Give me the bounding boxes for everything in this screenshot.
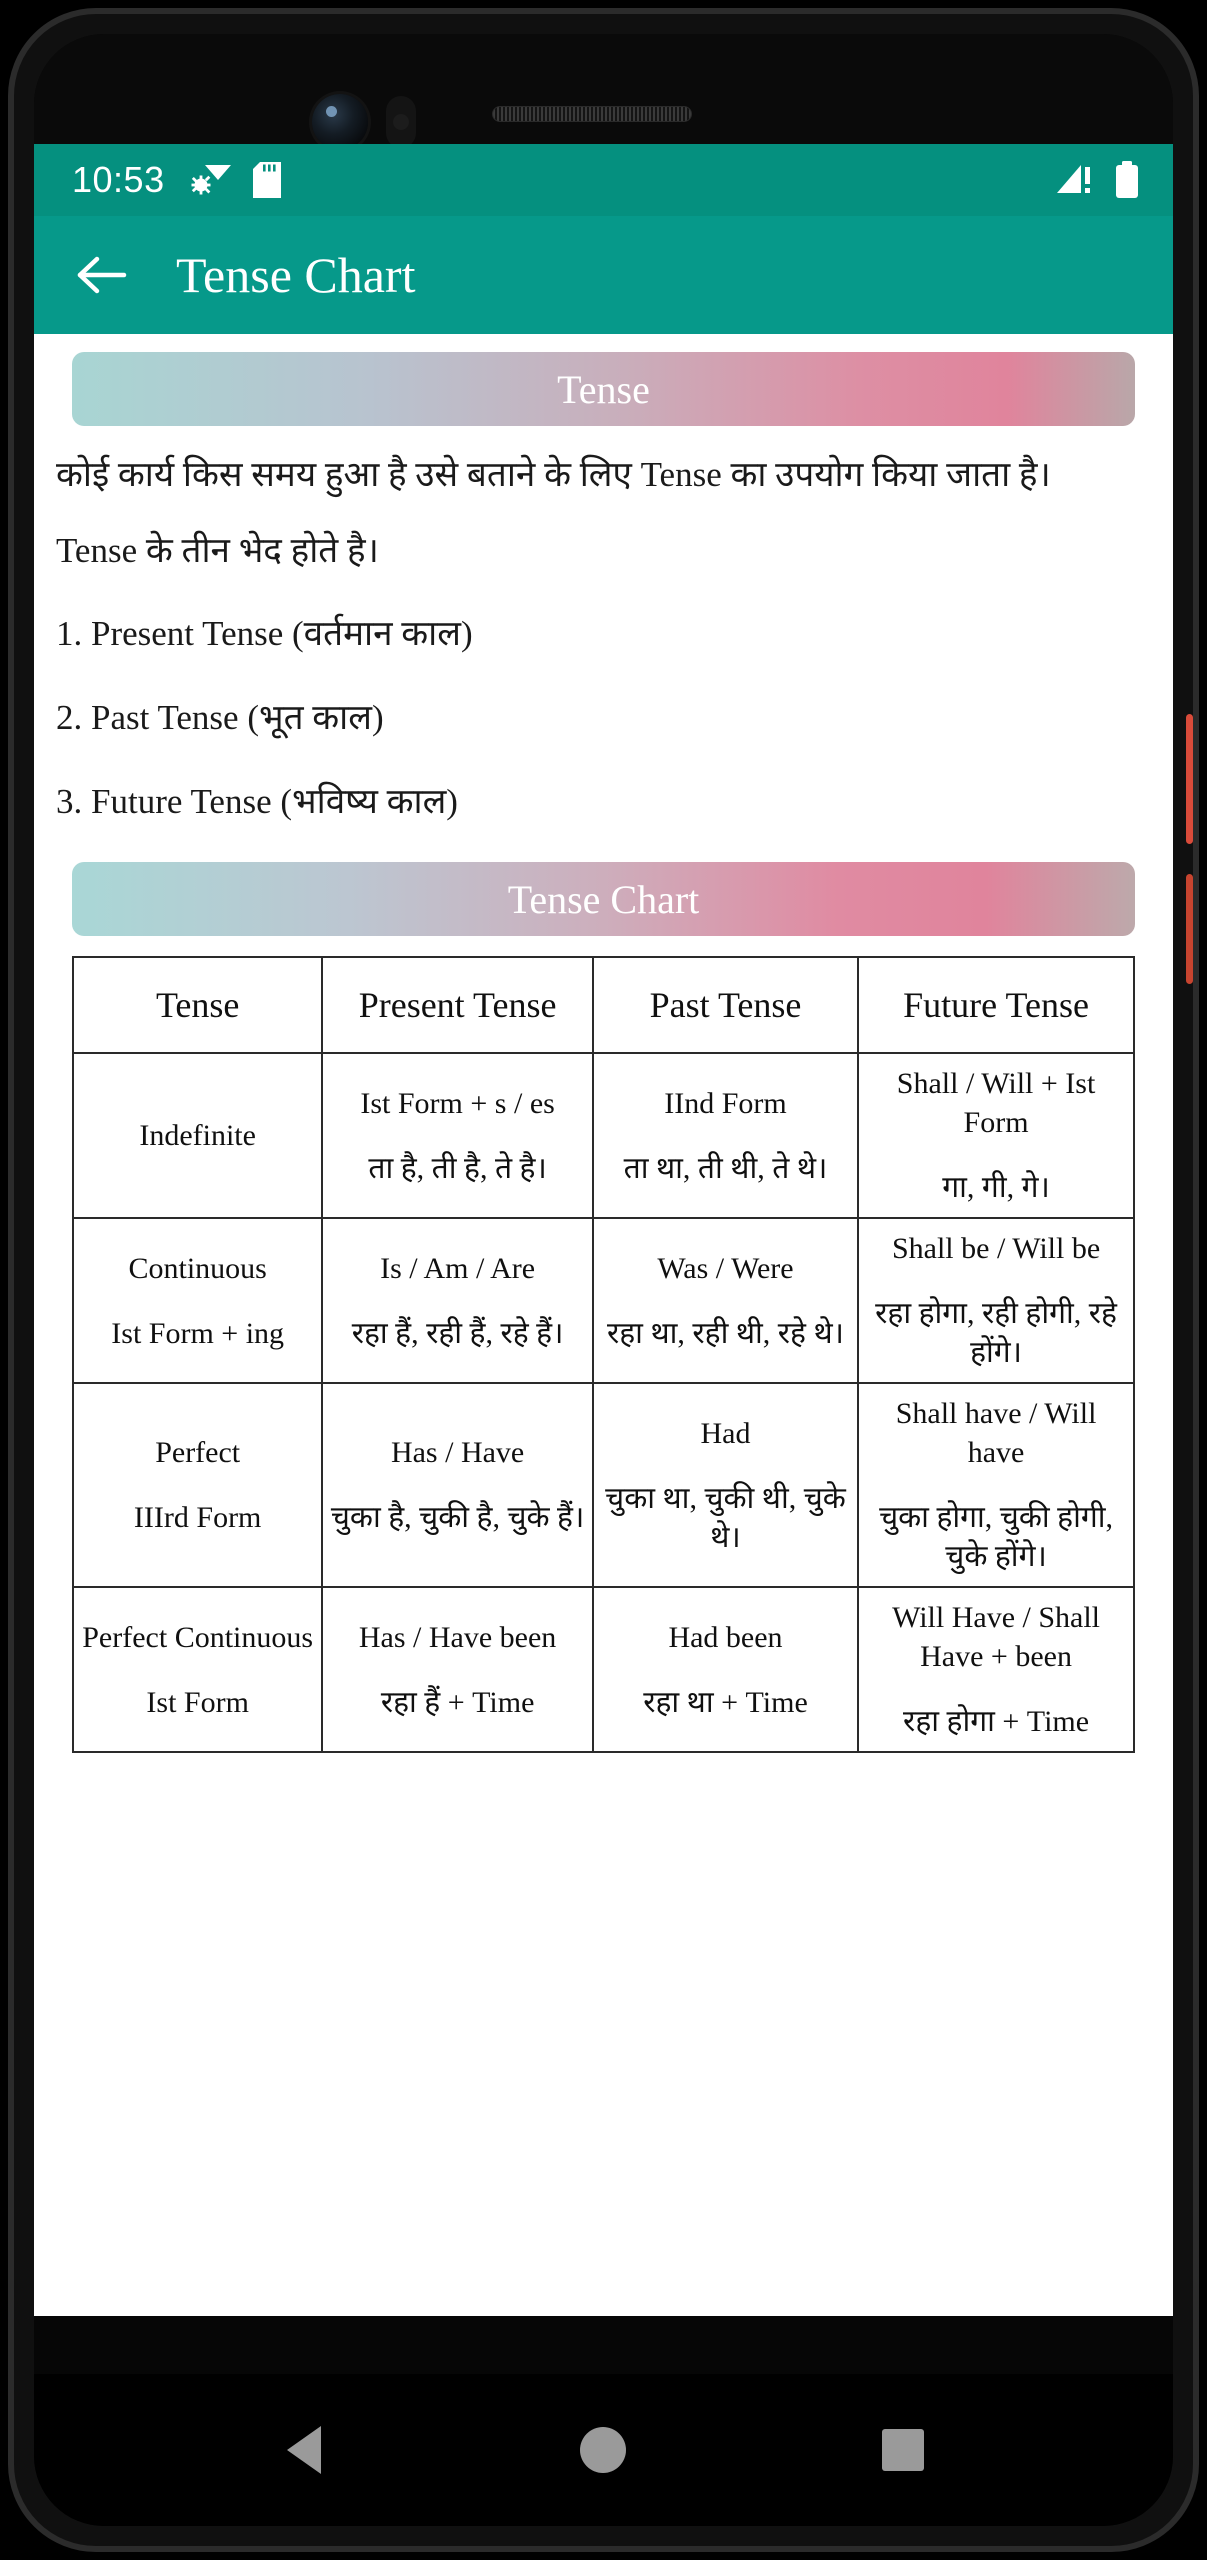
tense-sub: Ist Form + ing xyxy=(111,1316,285,1350)
present-en: Has / Have xyxy=(390,1436,525,1470)
intro-paragraph: कोई कार्य किस समय हुआ है उसे बताने के लिए Tense का उपयोग किया जाता है। xyxy=(56,455,1051,494)
header-future-tense: Future Tense xyxy=(858,957,1134,1053)
cell-future xyxy=(858,1383,1134,1587)
back-arrow-icon[interactable] xyxy=(76,249,128,301)
header-past-tense: Past Tense xyxy=(593,957,858,1053)
tense-type-3: 3. Future Tense (भविष्य काल) xyxy=(56,781,458,821)
header-present-tense: Present Tense xyxy=(322,957,593,1053)
phone-frame xyxy=(8,8,1199,2552)
signal-warning-icon xyxy=(1055,163,1095,197)
present-en: Is / Am / Are xyxy=(380,1251,536,1285)
tense-sub: IIIrd Form xyxy=(133,1501,262,1535)
banner-tense: Tense xyxy=(72,352,1135,426)
table-header-row xyxy=(73,957,1134,1053)
cell-present xyxy=(322,1383,593,1587)
nav-back-icon[interactable] xyxy=(273,2419,335,2481)
tense-type-2: 2. Past Tense (भूत काल) xyxy=(56,698,384,738)
cell-tense-name xyxy=(73,1053,322,1218)
cell-tense-name xyxy=(73,1383,322,1587)
nav-recents-icon[interactable] xyxy=(872,2419,934,2481)
table-row xyxy=(73,1218,1134,1383)
future-hi: गा, गी, गे। xyxy=(942,1171,1050,1205)
cell-past xyxy=(593,1053,858,1218)
battery-full-icon xyxy=(1115,161,1139,199)
cell-present xyxy=(322,1218,593,1383)
status-time: 10:53 xyxy=(72,159,165,200)
future-en: Shall have / Will have xyxy=(895,1397,1097,1470)
future-hi: रहा होगा, रही होगी, रहे होंगे। xyxy=(875,1297,1117,1370)
table-row xyxy=(73,1383,1134,1587)
future-hi: चुका होगा, चुकी होगी, चुके होंगे। xyxy=(879,1501,1114,1574)
cell-present xyxy=(322,1587,593,1752)
past-en: IInd Form xyxy=(664,1086,787,1120)
past-hi: रहा था + Time xyxy=(643,1685,808,1719)
phone-top-hardware xyxy=(34,34,1173,144)
cell-tense-name xyxy=(73,1218,322,1383)
android-nav-bar xyxy=(34,2374,1173,2526)
present-hi: रहा हैं, रही हैं, रहे हैं। xyxy=(351,1316,564,1350)
cell-past xyxy=(593,1218,858,1383)
tense-name: Perfect xyxy=(155,1436,241,1470)
cell-future xyxy=(858,1587,1134,1752)
phone-screen xyxy=(34,144,1173,2316)
cell-past xyxy=(593,1587,858,1752)
page-title: Tense Chart xyxy=(176,247,416,303)
status-bar xyxy=(34,144,1173,216)
tense-chart-table xyxy=(72,956,1135,1753)
present-hi: चुका है, चुकी है, चुके हैं। xyxy=(330,1501,585,1535)
status-left-icons xyxy=(191,162,281,198)
tense-sub: Ist Form xyxy=(146,1685,249,1719)
present-en: Has / Have been xyxy=(358,1620,557,1654)
future-en: Shall / Will + Ist Form xyxy=(896,1067,1096,1140)
status-right-icons xyxy=(1055,161,1139,199)
tense-name: Continuous xyxy=(128,1251,267,1285)
banner-tense-chart: Tense Chart xyxy=(72,862,1135,936)
sdcard-icon xyxy=(253,162,281,198)
cell-future xyxy=(858,1218,1134,1383)
nav-home-icon[interactable] xyxy=(572,2419,634,2481)
present-hi: ता है, ती है, ते है। xyxy=(368,1151,547,1185)
front-camera-icon xyxy=(312,94,368,150)
past-hi: रहा था, रही थी, रहे थे। xyxy=(606,1316,845,1350)
types-intro-paragraph: Tense के तीन भेद होते है। xyxy=(56,530,379,570)
past-hi: चुका था, चुकी थी, चुके थे। xyxy=(605,1481,846,1554)
power-button[interactable] xyxy=(1186,714,1193,844)
future-en: Shall be / Will be xyxy=(891,1232,1101,1266)
header-tense: Tense xyxy=(73,957,322,1053)
present-en: Ist Form + s / es xyxy=(360,1086,555,1120)
cell-tense-name xyxy=(73,1587,322,1752)
cell-future xyxy=(858,1053,1134,1218)
past-en: Had been xyxy=(668,1620,783,1654)
content-scroll-area[interactable] xyxy=(34,334,1173,2316)
volume-button[interactable] xyxy=(1186,874,1193,984)
future-en: Will Have / Shall Have + been xyxy=(892,1601,1101,1674)
tense-type-1: 1. Present Tense (वर्तमान काल) xyxy=(56,614,473,654)
table-row xyxy=(73,1053,1134,1218)
future-hi: रहा होगा + Time xyxy=(903,1705,1090,1739)
app-bar xyxy=(34,216,1173,334)
sensor-icon xyxy=(386,96,416,148)
wifi-gear-icon xyxy=(191,163,233,197)
cell-past xyxy=(593,1383,858,1587)
phone-bezel xyxy=(34,34,1173,2526)
past-en: Had xyxy=(700,1416,751,1450)
cell-present xyxy=(322,1053,593,1218)
past-en: Was / Were xyxy=(657,1251,794,1285)
present-hi: रहा हैं + Time xyxy=(380,1685,535,1719)
tense-name: Perfect Continuous xyxy=(82,1620,314,1654)
tense-name: Indefinite xyxy=(139,1119,256,1153)
past-hi: ता था, ती थी, ते थे। xyxy=(623,1151,828,1185)
earpiece-speaker xyxy=(492,106,692,122)
table-row xyxy=(73,1587,1134,1752)
